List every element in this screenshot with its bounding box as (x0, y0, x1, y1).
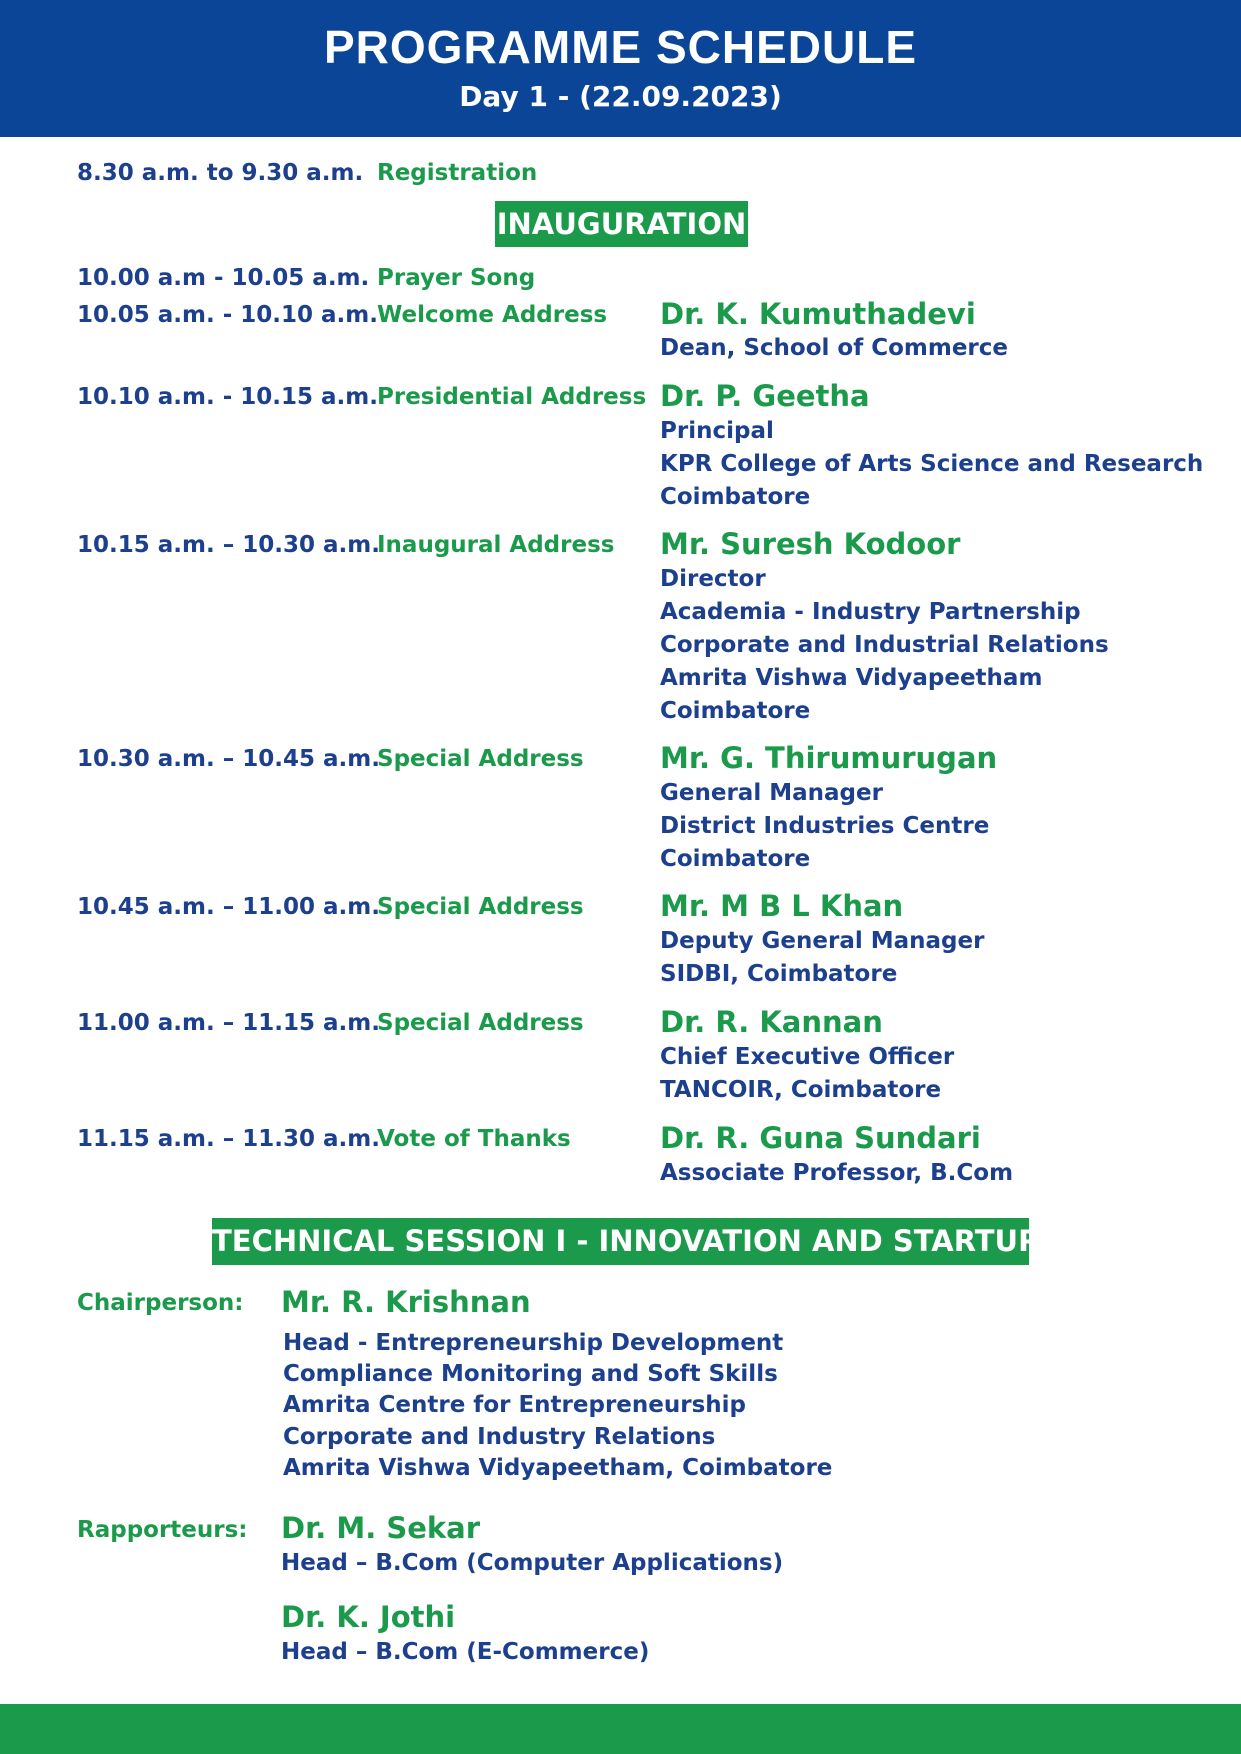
schedule-event: Welcome Address (377, 302, 608, 328)
speaker-detail: Coimbatore (660, 484, 811, 510)
schedule-event: Special Address (377, 1010, 584, 1036)
speaker-detail: Coimbatore (660, 698, 811, 724)
schedule-time: 10.30 a.m. – 10.45 a.m. (77, 746, 380, 772)
speaker-name: Dr. P. Geetha (660, 379, 870, 413)
schedule-time: 10.10 a.m. - 10.15 a.m. (77, 384, 378, 410)
day-subtitle: Day 1 - (22.09.2023) (459, 80, 782, 113)
inauguration-banner: INAUGURATION (495, 201, 748, 247)
speaker-name: Dr. K. Kumuthadevi (660, 297, 976, 331)
schedule-time: 10.05 a.m. - 10.10 a.m. (77, 302, 378, 328)
chairperson-detail: Amrita Centre for Entrepreneurship (283, 1392, 746, 1418)
schedule-time: 10.45 a.m. – 11.00 a.m. (77, 894, 380, 920)
footer-bar (0, 1704, 1241, 1754)
speaker-detail: General Manager (660, 780, 883, 806)
speaker-detail: Academia - Industry Partnership (660, 599, 1081, 625)
chairperson-label: Chairperson: (77, 1290, 244, 1316)
registration-event: Registration (377, 160, 538, 186)
speaker-detail: Dean, School of Commerce (660, 335, 1008, 361)
speaker-detail: Corporate and Industrial Relations (660, 632, 1109, 658)
page-title: PROGRAMME SCHEDULE (323, 21, 918, 73)
speaker-detail: Chief Executive Officer (660, 1044, 955, 1070)
schedule-event: Special Address (377, 746, 584, 772)
speaker-name: Dr. R. Kannan (660, 1005, 883, 1039)
chairperson-detail: Head - Entrepreneurship Development (283, 1330, 784, 1356)
registration-time: 8.30 a.m. to 9.30 a.m. (77, 160, 364, 186)
speaker-detail: Associate Professor, B.Com (660, 1160, 1014, 1186)
speaker-name: Mr. M B L Khan (660, 889, 904, 923)
rapporteur-role: Head – B.Com (Computer Applications) (281, 1550, 784, 1576)
chairperson-name: Mr. R. Krishnan (281, 1285, 531, 1319)
rapporteur-name: Dr. K. Jothi (281, 1600, 456, 1634)
schedule-event: Presidential Address (377, 384, 647, 410)
technical-session-banner: TECHNICAL SESSION I - INNOVATION AND STARTUPS (212, 1218, 1029, 1265)
chairperson-detail: Corporate and Industry Relations (283, 1424, 716, 1450)
speaker-detail: Deputy General Manager (660, 928, 985, 954)
speaker-detail: Director (660, 566, 766, 592)
speaker-detail: District Industries Centre (660, 813, 990, 839)
speaker-detail: KPR College of Arts Science and Research (660, 451, 1204, 477)
rapporteurs-label: Rapporteurs: (77, 1517, 248, 1543)
schedule-event: Inaugural Address (377, 532, 615, 558)
speaker-detail: TANCOIR, Coimbatore (660, 1077, 942, 1103)
schedule-time: 11.15 a.m. – 11.30 a.m. (77, 1126, 380, 1152)
speaker-detail: SIDBI, Coimbatore (660, 961, 898, 987)
rapporteur-role: Head – B.Com (E-Commerce) (281, 1639, 650, 1665)
schedule-event: Prayer Song (377, 265, 536, 291)
chairperson-detail: Compliance Monitoring and Soft Skills (283, 1361, 778, 1387)
page-header (0, 0, 1241, 137)
rapporteur-name: Dr. M. Sekar (281, 1511, 481, 1545)
speaker-name: Mr. Suresh Kodoor (660, 527, 961, 561)
speaker-name: Mr. G. Thirumurugan (660, 741, 998, 775)
speaker-detail: Coimbatore (660, 846, 811, 872)
speaker-detail: Principal (660, 418, 774, 444)
schedule-time: 10.00 a.m - 10.05 a.m. (77, 265, 370, 291)
speaker-detail: Amrita Vishwa Vidyapeetham (660, 665, 1043, 691)
schedule-time: 11.00 a.m. – 11.15 a.m. (77, 1010, 380, 1036)
schedule-event: Vote of Thanks (377, 1126, 571, 1152)
speaker-name: Dr. R. Guna Sundari (660, 1121, 981, 1155)
schedule-event: Special Address (377, 894, 584, 920)
chairperson-detail: Amrita Vishwa Vidyapeetham, Coimbatore (283, 1455, 833, 1481)
schedule-time: 10.15 a.m. – 10.30 a.m. (77, 532, 380, 558)
